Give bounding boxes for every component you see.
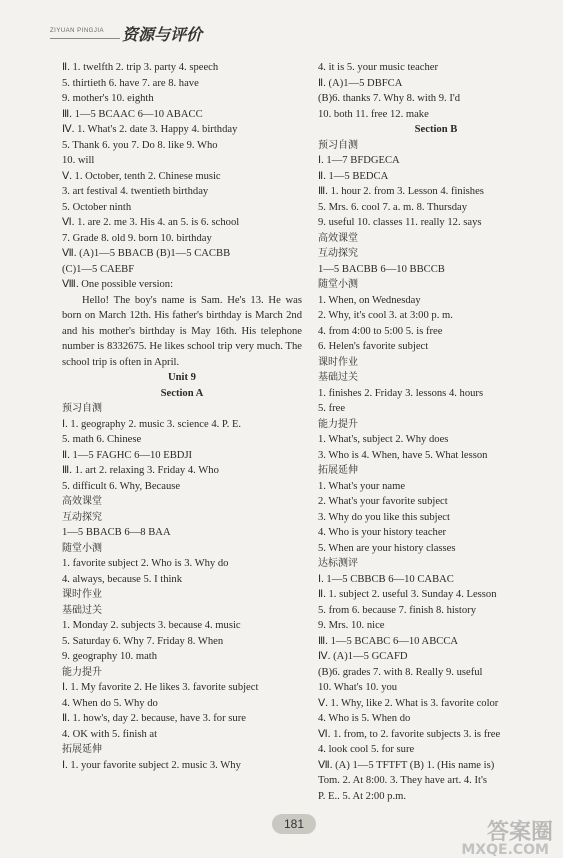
answer-line: 4. Who is your history teacher [318,527,447,538]
section-a-title: Section A [160,387,204,399]
answer-line: Ⅲ. 1—5 BCAAC 6—10 ABACC [62,108,203,120]
answer-line: 拓展延伸 [62,744,102,755]
answer-line: (C)1—5 CAEBF [62,263,135,275]
answer-line: Ⅲ. 1. art 2. relaxing 3. Friday 4. Who [62,465,219,476]
answer-line: 拓展延伸 [318,465,358,476]
answer-line: 1—5 BACBB 6—10 BBCCB [318,263,445,275]
left-answers-part2 [62,401,302,773]
answer-line: Ⅲ. 1—5 BCABC 6—10 ABCCA [318,635,459,647]
header-rule [50,38,120,39]
left-answers-part1 [62,60,302,293]
answer-line: Ⅰ. 1—5 CBBCB 6—10 CABAC [318,573,454,585]
answer-line: 3. Who is 4. When, have 5. What lesson [318,449,488,461]
answer-line: 1. finishes 2. Friday 3. lessons 4. hours [318,387,484,399]
unit-title: Unit 9 [168,372,196,383]
answer-line: Ⅳ. 1. What's 2. date 3. Happy 4. birthday [62,124,238,135]
answer-line: P. E.. 5. At 2:00 p.m. [318,790,406,802]
answer-line: 4. look cool 5. for sure [318,744,415,755]
answer-line: 1. What's your name [318,480,406,492]
answer-line: (B)6. grades 7. with 8. Really 9. useful [318,666,483,678]
answer-line: 1. What's, subject 2. Why does [318,434,449,445]
answer-line: Ⅰ. 1. My favorite 2. He likes 3. favorite subject [62,682,259,693]
answer-line: Ⅵ. 1. are 2. me 3. His 4. an 5. is 6. school [62,217,240,228]
answer-line: 基础过关 [318,372,358,383]
answer-line: 3. Why do you like this subject [318,511,450,523]
answer-line: 互动探究 [318,248,358,259]
answer-line: Ⅴ. 1. Why, like 2. What is 3. favorite color [318,697,499,709]
page-number: 181 [272,814,316,834]
answer-line: 能力提升 [62,666,102,678]
answer-line: 随堂小测 [62,542,102,554]
answer-line: 5. Saturday 6. Why 7. Friday 8. When [62,635,224,647]
answer-line: Ⅶ. (A)1—5 BBACB (B)1—5 CACBB [62,248,231,259]
answer-line: 10. What's 10. you [318,682,398,693]
section-b-title: Section B [414,124,458,135]
answer-line: Ⅰ. 1. your favorite subject 2. music 3. Why [62,759,241,771]
answer-line: Ⅱ. (A)1—5 DBFCA [318,77,403,89]
watermark: 答案圈 [486,820,553,845]
answer-line: 5. October ninth [62,201,132,213]
watermark-url: MXQE.COM [461,842,549,858]
answer-line: 7. Grade 8. old 9. born 10. birthday [62,232,212,244]
left-column [62,60,302,773]
right-answers-part1 [318,60,554,122]
answer-line: 5. from 6. because 7. finish 8. history [318,604,476,616]
answer-line: (B)6. thanks 7. Why 8. with 9. I'd [318,93,461,104]
answer-line: 4. it is 5. your music teacher [318,62,439,73]
answer-line: 3. art festival 4. twentieth birthday [62,186,209,197]
answer-line: Tom. 2. At 8:00. 3. They have art. 4. It's [318,775,487,786]
essay-paragraph: Hello! The boy's name is Sam. He's 13. He was born on March 12th. His father's birthday is March 2nd and his mother's birthday is May 16th. His telephone number is 8332675. He likes school trip very much. The school trip is often in April. [62,294,302,368]
answer-line: Ⅱ. 1. subject 2. useful 3. Sunday 4. Lesson [318,589,497,600]
answer-line: 4. always, because 5. I think [62,573,183,585]
answer-line: 高效课堂 [62,496,102,507]
answer-line: 1. favorite subject 2. Who is 3. Why do [62,558,229,569]
right-answers-part2 [318,138,554,805]
answer-line: 基础过关 [62,604,102,616]
answer-line: Ⅱ. 1—5 BEDCA [318,170,389,182]
answer-line: 能力提升 [318,418,358,430]
answer-line: 预习自测 [62,403,102,414]
answer-line: 课时作业 [318,356,358,368]
answer-line: 10. both 11. free 12. make [318,108,429,120]
answer-line: 高效课堂 [318,232,358,244]
answer-line: 5. When are your history classes [318,542,456,554]
answer-line: 预习自测 [318,139,358,151]
answer-line: Ⅲ. 1. hour 2. from 3. Lesson 4. finishes [318,186,484,197]
answer-line: 课时作业 [62,589,102,600]
header-small-text: ZIYUAN PINGJIA [50,28,105,34]
answer-line: 1. When, on Wednesday [318,294,421,306]
answer-line: 2. Why, it's cool 3. at 3:00 p. m. [318,310,453,321]
answer-line: 10. will [62,155,95,166]
answer-line: Ⅴ. 1. October, tenth 2. Chinese music [62,170,221,182]
answer-line: 5. thirtieth 6. have 7. are 8. have [62,77,199,89]
answer-line: 9. useful 10. classes 11. really 12. says [318,217,482,228]
answer-line: 达标测评 [318,558,358,569]
answer-line: Ⅱ. 1. how's, day 2. because, have 3. for sure [62,713,246,724]
answer-line: Ⅱ. 1. twelfth 2. trip 3. party 4. speech [62,62,219,73]
answer-line: 1—5 BBACB 6—8 BAA [62,527,171,538]
answer-line: 4. OK with 5. finish at [62,728,158,740]
answer-line: Ⅰ. 1. geography 2. music 3. science 4. P. E. [62,418,242,430]
answer-line: 5. free [318,403,346,414]
right-column [318,60,554,804]
answer-line: Ⅷ. One possible version: [62,279,174,290]
answer-line: 5. difficult 6. Why, Because [62,480,181,492]
answer-line: Ⅵ. 1. from, to 2. favorite subjects 3. is free [318,728,501,740]
answer-line: Ⅰ. 1—7 BFDGECA [318,155,400,166]
answer-line: 9. Mrs. 10. nice [318,620,385,631]
answer-line: Ⅱ. 1—5 FAGHC 6—10 EBDJI [62,449,193,461]
answer-line: 2. What's your favorite subject [318,496,448,507]
answer-line: 4. from 4:00 to 5:00 5. is free [318,325,443,337]
answer-line: 随堂小测 [318,279,358,290]
answer-line: 6. Helen's favorite subject [318,341,429,352]
answer-line: 9. geography 10. math [62,651,158,662]
answer-line: 5. Mrs. 6. cool 7. a. m. 8. Thursday [318,201,467,213]
answer-line: 互动探究 [62,511,102,523]
answer-line: 4. Who is 5. When do [318,713,411,724]
answer-line: 5. math 6. Chinese [62,434,142,445]
answer-line: Ⅶ. (A) 1—5 TFTFT (B) 1. (His name is) [318,759,495,771]
answer-line: Ⅳ. (A)1—5 GCAFD [318,651,408,662]
answer-line: 9. mother's 10. eighth [62,93,154,104]
answer-line: 4. When do 5. Why do [62,697,158,709]
header-title: 资源与评价 [122,25,203,44]
answer-line: 5. Thank 6. you 7. Do 8. like 9. Who [62,139,218,151]
answer-line: 1. Monday 2. subjects 3. because 4. music [62,620,241,631]
